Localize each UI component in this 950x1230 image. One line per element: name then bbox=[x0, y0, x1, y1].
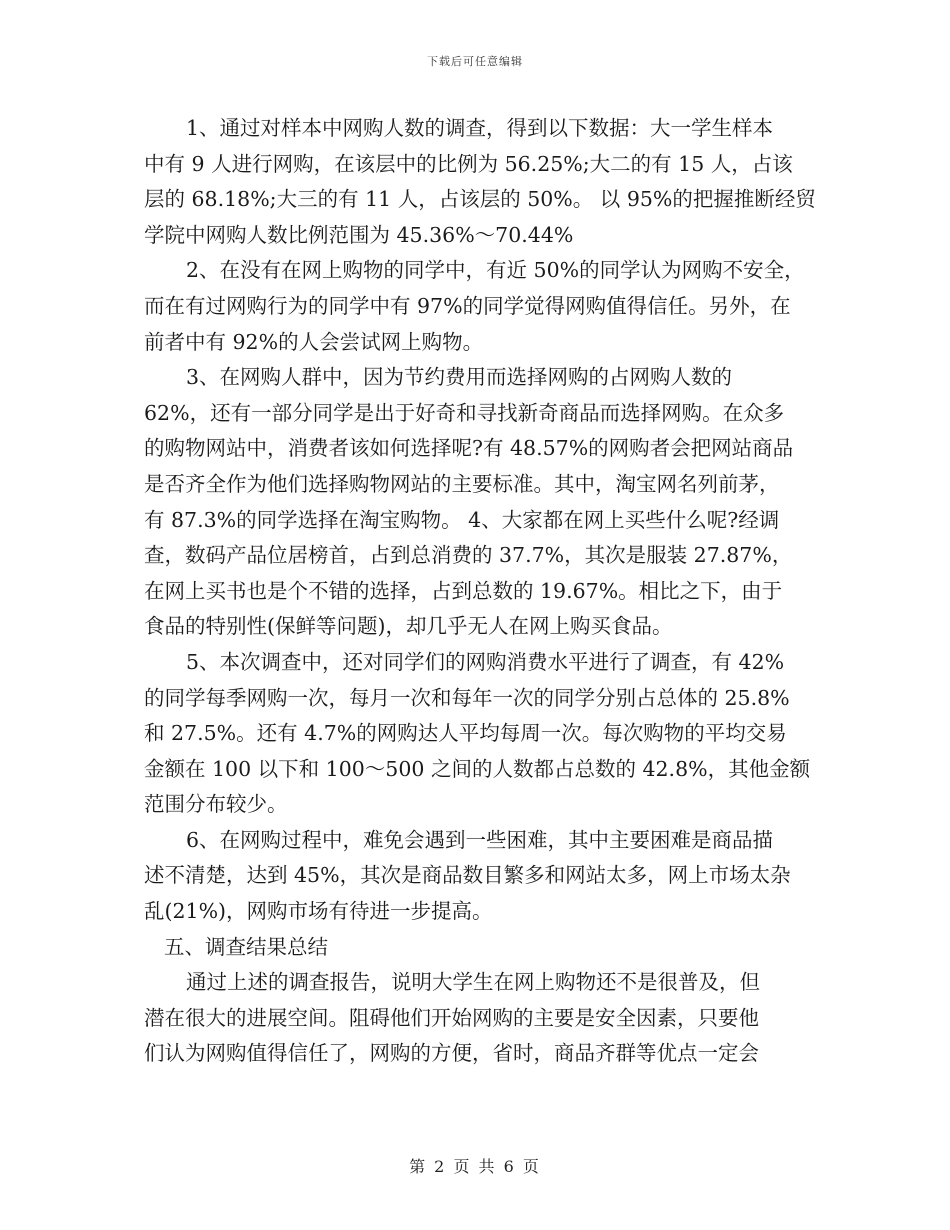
section-heading bbox=[144, 930, 809, 966]
text-line: 是否齐全作为他们选择购物网站的主要标准。其中，淘宝网名列前茅， bbox=[144, 471, 780, 496]
text-line: 3、在网购人群中，因为节约费用而选择网购的占网购人数的 bbox=[186, 365, 733, 390]
text-line: 在网上买书也是个不错的选择，占到总数的 19.67%。相比之下，由于 bbox=[144, 578, 783, 603]
paragraph-3 bbox=[144, 360, 809, 645]
text-line: 前者中有 92%的人会尝试网上购物。 bbox=[144, 329, 484, 354]
text-line: 潜在很大的进展空间。阻碍他们开始网购的主要是安全因素，只要他 bbox=[144, 1005, 759, 1030]
text-line: 5、本次调查中，还对同学们的网购消费水平进行了调查，有 42% bbox=[186, 649, 785, 674]
paragraph-4 bbox=[144, 645, 809, 823]
text-line: 中有 9 人进行网购，在该层中的比例为 56.25%;大二的有 15 人，占该 bbox=[144, 151, 793, 176]
text-line: 6、在网购过程中，难免会遇到一些困难，其中主要困难是商品描 bbox=[186, 827, 774, 852]
text-line: 学院中网购人数比例范围为 45.36%～70.44% bbox=[144, 222, 574, 247]
text-line: 和 27.5%。还有 4.7%的网购达人平均每周一次。每次购物的平均交易 bbox=[144, 721, 787, 746]
document-body bbox=[144, 111, 816, 1072]
page-header: 下载后可任意编辑 bbox=[427, 55, 523, 68]
text-line: 有 87.3%的同学选择在淘宝购物。 4、大家都在网上买些什么呢?经调 bbox=[144, 507, 780, 532]
text-line: 金额在 100 以下和 100～500 之间的人数都占总数的 42.8%，其他金额 bbox=[144, 756, 811, 781]
text-line: 查，数码产品位居榜首，占到总消费的 37.7%，其次是服装 27.87%， bbox=[144, 543, 793, 568]
paragraph-6 bbox=[144, 965, 809, 1072]
text-line: 62%，还有一部分同学是出于好奇和寻找新奇商品而选择网购。在众多 bbox=[144, 400, 785, 425]
paragraph-1 bbox=[144, 111, 816, 253]
paragraph-2 bbox=[144, 253, 809, 360]
text-line: 们认为网购值得信任了，网购的方便，省时，商品齐群等优点一定会 bbox=[144, 1041, 759, 1066]
text-line: 范围分布较少。 bbox=[144, 792, 288, 817]
text-line: 1、通过对样本中网购人数的调查，得到以下数据：大一学生样本 bbox=[186, 116, 774, 140]
text-line: 的同学每季网购一次，每月一次和每年一次的同学分别占总体的 25.8% bbox=[144, 685, 790, 710]
text-line: 通过上述的调查报告，说明大学生在网上购物还不是很普及，但 bbox=[186, 970, 760, 995]
page-footer: 第 2 页 共 6 页 bbox=[409, 1157, 541, 1176]
paragraph-5 bbox=[144, 823, 809, 930]
text-line: 2、在没有在网上购物的同学中，有近 50%的同学认为网购不安全， bbox=[186, 258, 805, 283]
text-line: 而在有过网购行为的同学中有 97%的同学觉得网购值得信任。另外，在 bbox=[144, 293, 791, 318]
text-line: 乱(21%)，网购市场有待进一步提高。 bbox=[144, 899, 493, 924]
heading-text: 五、调查结果总结 bbox=[164, 934, 328, 959]
text-line: 的购物网站中，消费者该如何选择呢?有 48.57%的网购者会把网站商品 bbox=[144, 436, 794, 461]
text-line: 层的 68.18%;大三的有 11 人，占该层的 50%。 以 95%的把握推断经贸 bbox=[144, 187, 816, 212]
text-line: 食品的特别性(保鲜等问题)，却几乎无人在网上购买食品。 bbox=[144, 614, 673, 639]
text-line: 述不清楚，达到 45%，其次是商品数目繁多和网站太多，网上市场太杂 bbox=[144, 863, 791, 888]
